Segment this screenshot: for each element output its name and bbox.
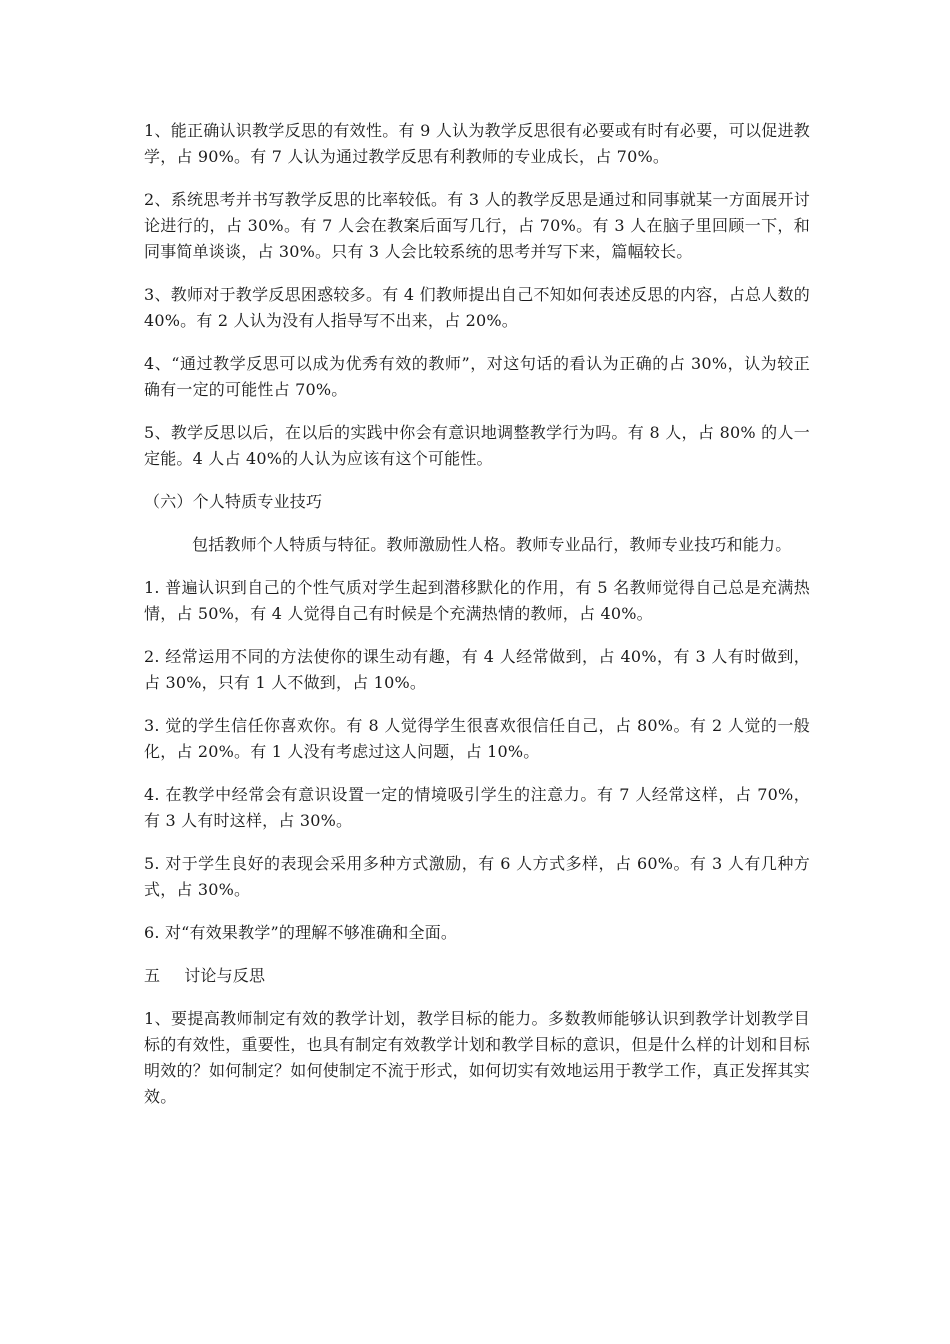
- paragraph-reflection-5: 5、教学反思以后，在以后的实践中你会有意识地调整教学行为吗。有 8 人，占 80% 的人一定能。4 人占 40%的人认为应该有这个可能性。: [144, 423, 810, 468]
- paragraph-trait-3: 3. 觉的学生信任你喜欢你。有 8 人觉得学生很喜欢很信任自己，占 80%。有 2 人觉的一般化，占 20%。有 1 人没有考虑过这人问题，占 10%。: [144, 716, 810, 761]
- paragraph-trait-2: 2. 经常运用不同的方法使你的课生动有趣，有 4 人经常做到，占 40%，有 3 人有时做到，占 30%，只有 1 人不做到，占 10%。: [144, 647, 810, 692]
- section-title: 讨论与反思: [184, 966, 266, 985]
- paragraph-trait-5: 5. 对于学生良好的表现会采用多种方式激励，有 6 人方式多样，占 60%。有 3 人有几种方式，占 30%。: [144, 854, 810, 899]
- paragraph-reflection-2: 2、系统思考并书写教学反思的比率较低。有 3 人的教学反思是通过和同事就某一方面展开讨论进行的，占 30%。有 7 人会在教案后面写几行，占 70%。有 3 人在脑子里回顾一下，和同事简单谈谈，占 30%。只有 3 人会比较系统的思考并写下来，篇幅较长。: [144, 190, 810, 261]
- paragraph-trait-4: 4. 在教学中经常会有意识设置一定的情境吸引学生的注意力。有 7 人经常这样，占 70%，有 3 人有时这样，占 30%。: [144, 785, 810, 830]
- paragraph-reflection-4: 4、“通过教学反思可以成为优秀有效的教师”，对这句话的看认为正确的占 30%，认为较正确有一定的可能性占 70%。: [144, 354, 810, 399]
- section-number: 五: [144, 966, 161, 985]
- document-page: [144, 118, 810, 1127]
- paragraph-reflection-1: 1、能正确认识教学反思的有效性。有 9 人认为教学反思很有必要或有时有必要，可以促进教学，占 90%。有 7 人认为通过教学反思有利教师的专业成长，占 70%。: [144, 121, 810, 166]
- section-heading-personal-traits: （六）个人特质专业技巧: [144, 492, 323, 511]
- paragraph-personal-traits-intro: 包括教师个人特质与特征。教师激励性人格。教师专业品行，教师专业技巧和能力。: [192, 535, 792, 554]
- section-heading-discussion: [144, 963, 810, 989]
- paragraph-reflection-3: 3、教师对于教学反思困惑较多。有 4 们教师提出自己不知如何表述反思的内容，占总人数的 40%。有 2 人认为没有人指导写不出来，占 20%。: [144, 285, 810, 330]
- paragraph-trait-1: 1. 普遍认识到自己的个性气质对学生起到潜移默化的作用，有 5 名教师觉得自己总是充满热情，占 50%，有 4 人觉得自己有时候是个充满热情的教师，占 40%。: [144, 578, 810, 623]
- paragraph-discussion-1: 1、要提高教师制定有效的教学计划，教学目标的能力。多数教师能够认识到教学计划教学目标的有效性，重要性，也具有制定有效教学计划和教学目标的意识，但是什么样的计划和目标明效的？如何制定？如何使制定不流于形式，如何切实有效地运用于教学工作，真正发挥其实效。: [144, 1009, 810, 1106]
- paragraph-trait-6: 6. 对“有效果教学”的理解不够准确和全面。: [144, 923, 458, 942]
